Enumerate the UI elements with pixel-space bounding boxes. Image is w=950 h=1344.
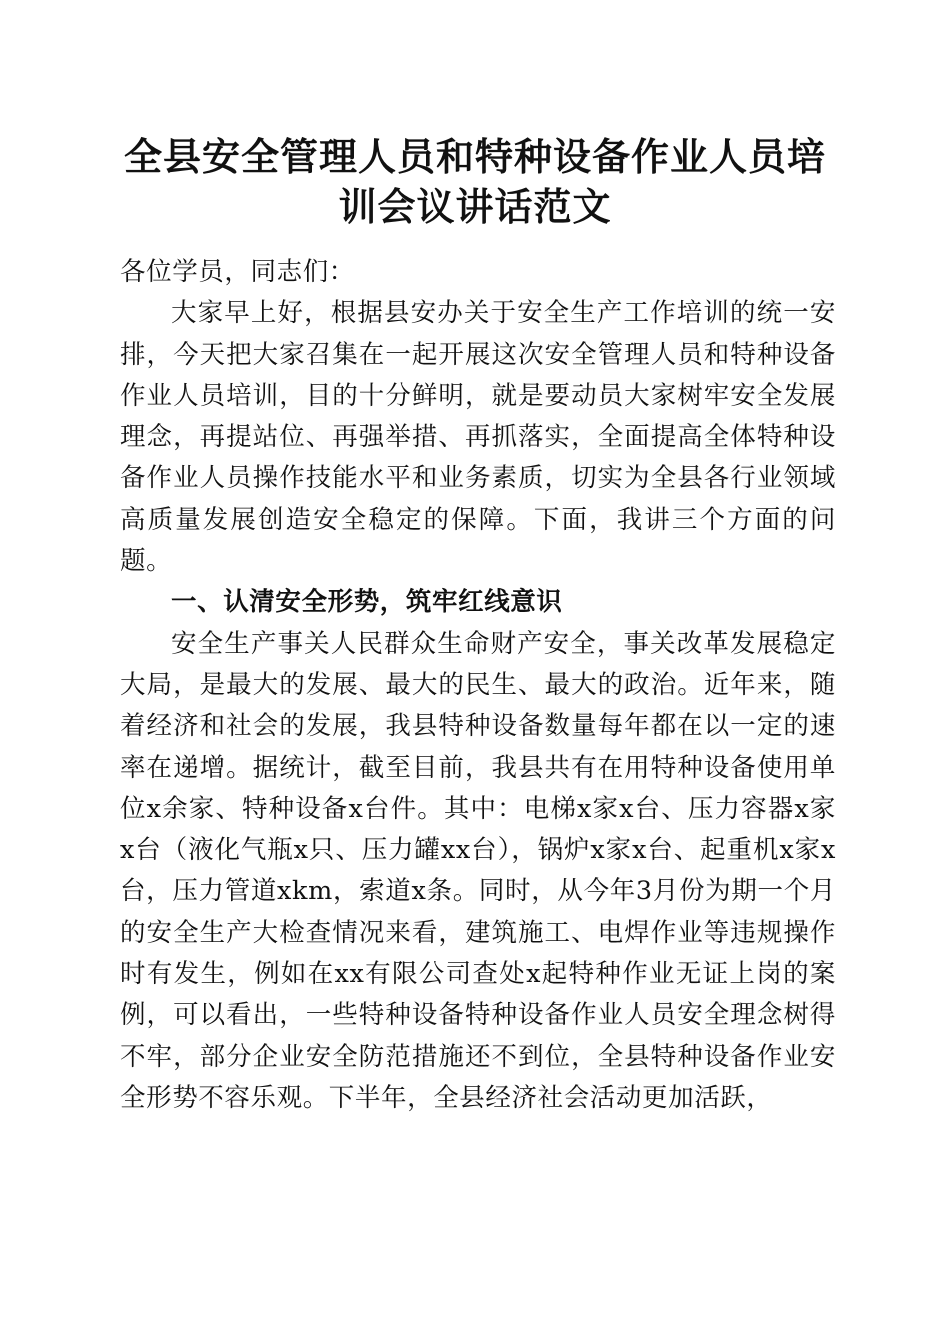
- intro-paragraph: 大家早上好，根据县安办关于安全生产工作培训的统一安排，今天把大家召集在一起开展这次安全管理人员和特种设备作业人员培训，目的十分鲜明，就是要动员大家树牢安全发展理念，再提站位、再强举措、再抓落实，全面提高全体特种设备作业人员操作技能水平和业务素质，切实为全县各行业领域高质量发展创造安全稳定的保障。下面，我讲三个方面的问题。: [120, 298, 836, 577]
- salutation: 各位学员，同志们：: [120, 257, 355, 287]
- section-paragraph: 安全生产事关人民群众生命财产安全，事关改革发展稳定大局，是最大的发展、最大的民生、最大的政治。近年来，随着经济和社会的发展，我县特种设备数量每年都在以一定的速率在递增。据统计，截至目前，我县共有在用特种设备使用单位x余家、特种设备x台件。其中：电梯x家x台、压力容器x家x台（液化气瓶x只、压力罐xx台），锅炉x家x台、起重机x家x台，压力管道xkm，索道x条。同时，从今年3月份为期一个月的安全生产大检查情况来看，建筑施工、电焊作业等违规操作时有发生，例如在xx有限公司查处x起特种作业无证上岗的案例，可以看出，一些特种设备特种设备作业人员安全理念树得不牢，部分企业安全防范措施还不到位，全县特种设备作业安全形势不容乐观。下半年，全县经济社会活动更加活跃，: [120, 628, 836, 1113]
- document-body: [120, 252, 836, 1119]
- section-heading: 一、认清安全形势，筑牢红线意识: [171, 587, 563, 618]
- document-title: 全县安全管理人员和特种设备作业人员培训会议讲话范文: [123, 134, 826, 229]
